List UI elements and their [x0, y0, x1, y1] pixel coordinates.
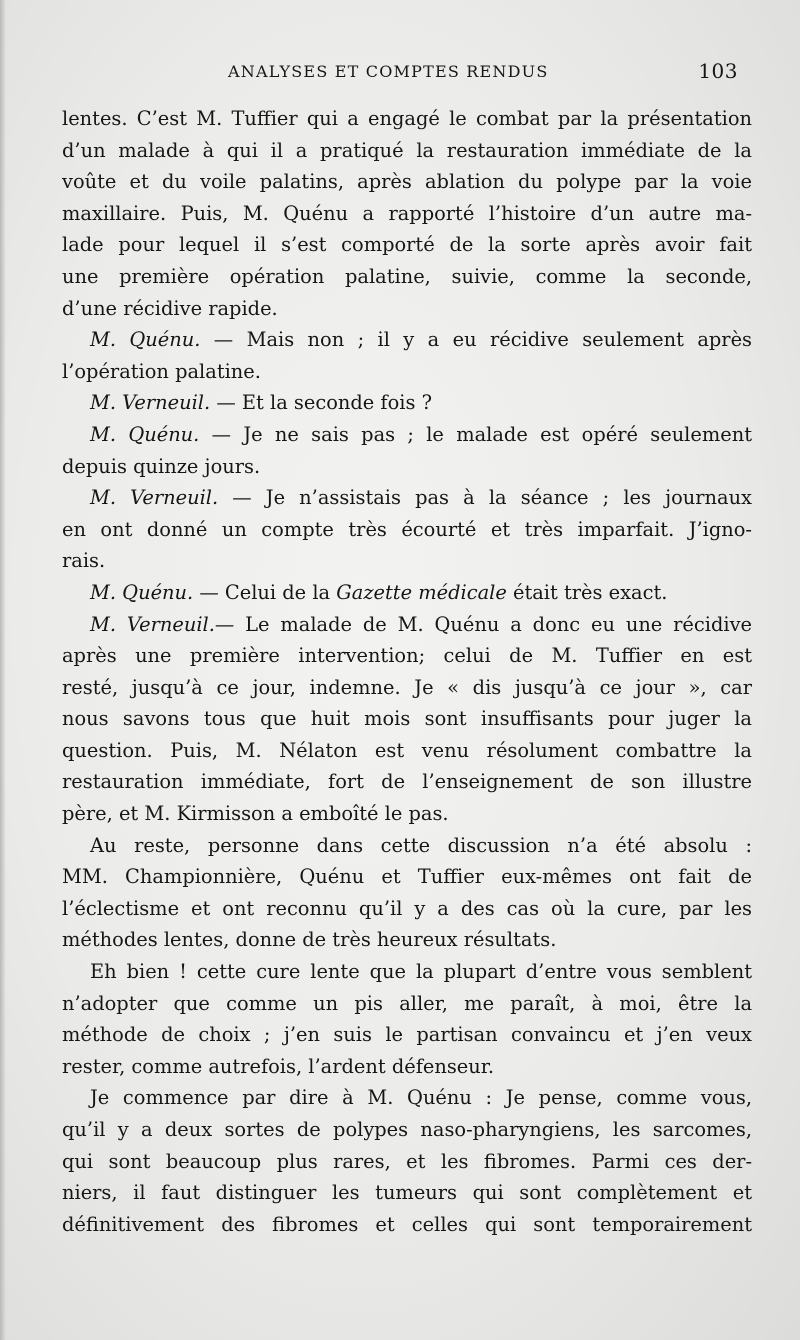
text-line: niers, il faut distinguer les tumeurs qui sont complètement et	[62, 1181, 752, 1205]
text-line: l’éclectisme et ont reconnu qu’il y a des cas où la cure, par les	[62, 896, 752, 920]
dialogue-text: — Et la seconde fois ?	[210, 391, 432, 415]
text-line: Eh bien ! cette cure lente que la plupart d’entre vous semblent	[90, 960, 752, 984]
text-line: méthodes lentes, donne de très heureux résultats.	[62, 928, 557, 952]
text-line: restauration immédiate, fort de l’enseignement de son illustre	[62, 770, 752, 794]
text-line: l’opération palatine.	[62, 359, 261, 383]
text-line: lentes. C’est M. Tuffier qui a engagé le combat par la présentation	[62, 107, 752, 130]
speaker-name: M. Quénu.	[90, 328, 201, 352]
dialogue-text: — Celui de la	[193, 580, 337, 604]
running-title: ANALYSES ET COMPTES RENDUS	[228, 62, 549, 81]
text-line: après une première intervention; celui de M. Tuffier en est	[62, 644, 752, 668]
text-line: depuis quinze jours.	[62, 454, 261, 478]
page-number: 103	[698, 59, 738, 83]
speaker-name: M. Quénu.	[90, 422, 200, 446]
dialogue-line	[62, 482, 752, 514]
text-line: n’adopter que comme un pis aller, me paraît, à moi, être la	[62, 991, 752, 1015]
text-line: d’une récidive rapide.	[62, 296, 278, 320]
dialogue-line	[62, 609, 752, 641]
text-line: lade pour lequel il s’est comporté de la sorte après avoir fait	[62, 233, 752, 257]
speaker-name: M. Verneuil.	[90, 612, 215, 636]
dialogue-text: était très exact.	[506, 580, 668, 604]
text-line: Je commence par dire à M. Quénu : Je pense, comme vous,	[90, 1086, 752, 1110]
text-line: maxillaire. Puis, M. Quénu a rapporté l’histoire d’un autre ma-	[62, 201, 752, 225]
text-body	[62, 103, 752, 1240]
dialogue-line	[62, 324, 752, 356]
page-header	[62, 59, 752, 88]
text-line: rais.	[62, 549, 106, 573]
speaker-name: M. Verneuil.	[90, 391, 211, 415]
dialogue-line	[62, 419, 752, 451]
dialogue-text: — Mais non ; il y a eu récidive seulement après	[200, 328, 752, 352]
text-line: voûte et du voile palatins, après ablation du polype par la voie	[62, 170, 752, 194]
speaker-name: M. Quénu.	[90, 580, 194, 604]
page-edge-shadow	[0, 0, 6, 1340]
text-line: MM. Championnière, Quénu et Tuffier eux-mêmes ont fait de	[62, 865, 752, 889]
text-line: Au reste, personne dans cette discussion n’a été absolu :	[90, 833, 752, 857]
dialogue-text: — Je n’assistais pas à la séance ; les journaux	[218, 486, 752, 510]
text-line: d’un malade à qui il a pratiqué la restauration immédiate de la	[62, 138, 752, 162]
dialogue-line	[62, 387, 752, 419]
text-line: resté, jusqu’à ce jour, indemne. Je « dis jusqu’à ce jour », car	[62, 675, 752, 699]
dialogue-text: — Le malade de M. Quénu a donc eu une récidive	[214, 612, 753, 636]
text-line: nous savons tous que huit mois sont insuffisants pour juger la	[62, 707, 752, 731]
speaker-name: M. Verneuil.	[90, 486, 219, 510]
dialogue-text: — Je ne sais pas ; le malade est opéré seulement	[199, 422, 753, 446]
dialogue-line	[62, 577, 752, 609]
text-line: question. Puis, M. Nélaton est venu résolument combattre la	[62, 738, 752, 762]
text-line: qu’il y a deux sortes de polypes naso-pharyngiens, les sarcomes,	[62, 1118, 752, 1141]
text-line: méthode de choix ; j’en suis le partisan convaincu et j’en veux	[62, 1023, 752, 1047]
text-line: père, et M. Kirmisson a emboîté le pas.	[62, 802, 449, 826]
journal-title: Gazette médicale	[336, 580, 507, 604]
text-line: qui sont beaucoup plus rares, et les fibromes. Parmi ces der-	[62, 1149, 752, 1173]
text-line: en ont donné un compte très écourté et très imparfait. J’igno-	[62, 517, 752, 541]
text-line: définitivement des fibromes et celles qui sont temporairement	[62, 1212, 752, 1236]
text-line: rester, comme autrefois, l’ardent défenseur.	[62, 1054, 495, 1078]
text-line: une première opération palatine, suivie, comme la seconde,	[62, 264, 752, 288]
